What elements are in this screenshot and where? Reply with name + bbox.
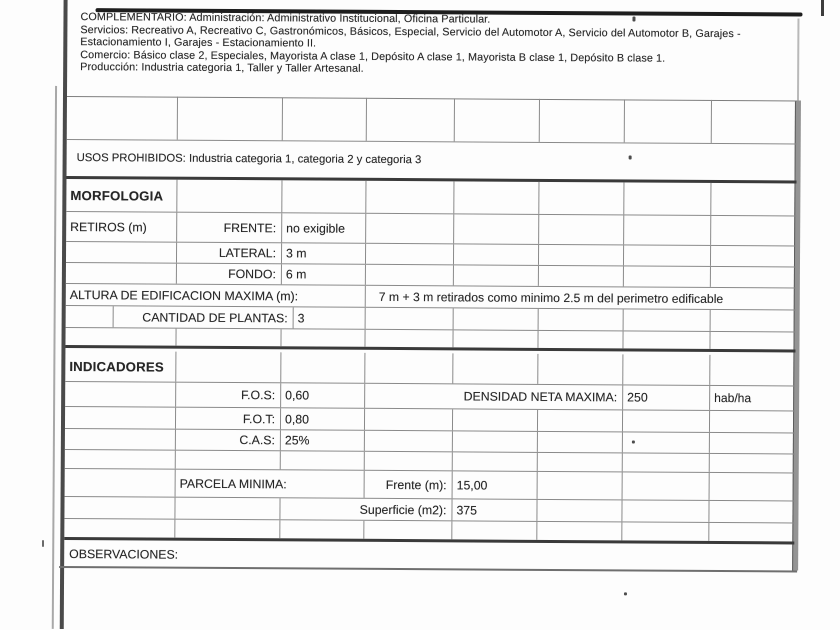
empty-cell [539,215,624,245]
empty-cell [176,451,281,470]
header-line-estacionamiento: Estacionamiento I, Garajes - Estacionamiento II. [80,36,317,50]
empty-cell [453,431,538,452]
frente-value: no exigible [282,213,366,243]
empty-cell [710,332,795,350]
right-border-faint [797,18,799,102]
retiros-frente-row [66,212,796,246]
empty-cell [176,329,281,347]
empty-cell [710,433,795,454]
empty-cell [65,328,176,346]
empty-cell [65,382,176,407]
observaciones-row [64,543,794,569]
altura-value: 7 m + 3 m retirados como minimo 2.5 m del perimetro edificable [378,289,724,306]
fondo-value: 6 m [282,264,366,285]
scan-noise-dot [624,592,627,595]
parcela-frente-row [65,469,795,501]
empty-cell [453,353,538,384]
empty-cell [366,244,454,265]
empty-cell [280,520,364,539]
empty-cell [64,519,175,538]
lateral-label: LATERAL: [177,243,282,264]
indicadores-header-row [65,351,795,386]
empty-cell [623,432,710,453]
empty-cell [64,497,175,519]
empty-cell [623,410,710,432]
empty-cell [367,98,455,142]
densidad-label: DENSIDAD NETA MAXIMA: [365,384,623,410]
empty-cell [622,500,709,522]
header-line-complementario: COMPLEMENTARIO: Administración: Administrativo Institucional, Oficina Particular. [80,11,491,26]
empty-cell [711,246,796,267]
empty-cell [281,352,365,383]
empty-cell [537,500,622,522]
plantas-label: CANTIDAD DE PLANTAS: [114,306,294,328]
morfologia-title: MORFOLOGIA [66,179,177,212]
empty-grid-row [65,328,795,352]
header-text-block [80,11,792,78]
retiros-label: RETIROS (m) [66,212,177,242]
empty-cell [454,265,539,286]
empty-cell [455,98,540,142]
observaciones-title: OBSERVACIONES: [69,547,179,562]
parcela-frente-value: 15,00 [453,471,538,499]
altura-label: ALTURA DE EDIFICACION MAXIMA (m): [66,284,366,307]
morfologia-header-row [66,179,796,216]
empty-cell [622,522,709,541]
parcela-superficie-label: Superficie (m2): [280,498,452,520]
empty-cell [453,409,538,431]
empty-cell [538,354,623,385]
empty-cell [538,472,623,500]
empty-cell [66,306,114,327]
empty-cell [176,352,281,383]
header-line-produccion: Producción: Industria categoria 1, Taller y Taller Artesanal. [80,61,364,76]
cas-value: 25% [281,430,365,451]
empty-cell [538,331,623,349]
empty-cell [710,355,795,386]
densidad-unit: hab/ha [714,390,752,406]
empty-cell [366,181,454,214]
usos-prohibidos-text: USOS PROHIBIDOS: Industria categoria 1, categoria 2 y categoria 3 [76,152,422,167]
empty-cell [66,263,177,284]
fot-label: F.O.T: [176,408,281,430]
empty-cell [711,310,796,332]
empty-cell [452,521,537,540]
empty-cell [624,266,711,287]
empty-cell [710,411,795,433]
header-line-comercio: Comercio: Básico clase 2, Especiales, Mayorista A clase 1, Depósito A clase 1, Mayorista B clase 1, Depósito B clase 1. [80,48,666,65]
lateral-value: 3 m [282,243,366,264]
empty-cell [710,454,795,473]
empty-cell [67,96,178,140]
empty-cell [712,100,797,144]
empty-cell [539,309,624,331]
parcela-frente-label: Frente (m): [365,471,453,499]
empty-cell [623,354,710,385]
empty-cell [365,431,453,452]
densidad-value: 250 [623,385,710,410]
empty-cell [625,99,712,143]
fondo-label: FONDO: [177,264,282,285]
left-border-shadow [52,86,57,629]
fos-label: F.O.S: [176,383,281,408]
indicadores-title: INDICADORES [65,351,176,382]
fot-value: 0,80 [281,408,365,430]
empty-grid-row [64,519,794,544]
empty-cell [624,245,711,266]
empty-cell [539,245,624,266]
plantas-value: 3 [294,307,366,328]
header-line-servicios: Servicios: Recreativo A, Recreativo C, Gastronómicos, Básicos, Especial, Servicio del Automotor A, Servicio del Automotor B, Garajes - [80,23,741,40]
empty-cell [454,308,539,330]
empty-cell [365,330,453,348]
empty-cell [175,498,280,520]
empty-cell [711,183,796,216]
empty-cell [454,244,539,265]
empty-cell [538,453,623,472]
usos-prohibidos-row [66,140,796,183]
empty-cell [365,452,453,471]
empty-cell [65,469,176,497]
empty-cell [65,429,176,450]
empty-cell [709,501,794,523]
cas-label: C.A.S: [176,430,281,451]
empty-cell [623,331,710,349]
empty-cell [454,181,539,214]
empty-cell [365,409,453,431]
empty-grid-row [67,96,797,144]
empty-cell [540,99,625,143]
empty-cell [366,308,454,330]
empty-cell [623,472,710,500]
empty-cell [281,329,365,347]
empty-cell [453,330,538,348]
empty-cell [709,523,794,542]
empty-cell [366,214,454,244]
empty-cell [538,432,623,453]
empty-cell [66,242,177,263]
empty-cell [175,520,280,539]
empty-cell [711,267,796,288]
empty-cell [711,216,796,246]
empty-cell [366,265,454,286]
empty-cell [177,180,282,213]
empty-cell [623,453,710,472]
empty-cell [710,473,795,501]
empty-cell [365,353,453,384]
frente-label: FRENTE: [177,213,282,243]
empty-cell [624,215,711,245]
empty-cell [65,450,176,469]
empty-cell [539,266,624,287]
empty-cell [281,451,365,470]
empty-cell [537,522,622,541]
empty-cell [364,521,452,540]
empty-cell [539,182,624,215]
empty-cell [454,214,539,244]
empty-cell [282,180,366,213]
empty-cell [624,309,711,331]
fos-value: 0,60 [281,383,365,408]
empty-cell [283,97,367,141]
empty-cell [624,182,711,215]
parcela-label: PARCELA MINIMA: [176,470,365,498]
empty-cell [65,407,176,429]
empty-cell [453,452,538,471]
parcela-superficie-value: 375 [452,499,537,521]
empty-cell [538,410,623,432]
empty-cell [178,97,283,141]
